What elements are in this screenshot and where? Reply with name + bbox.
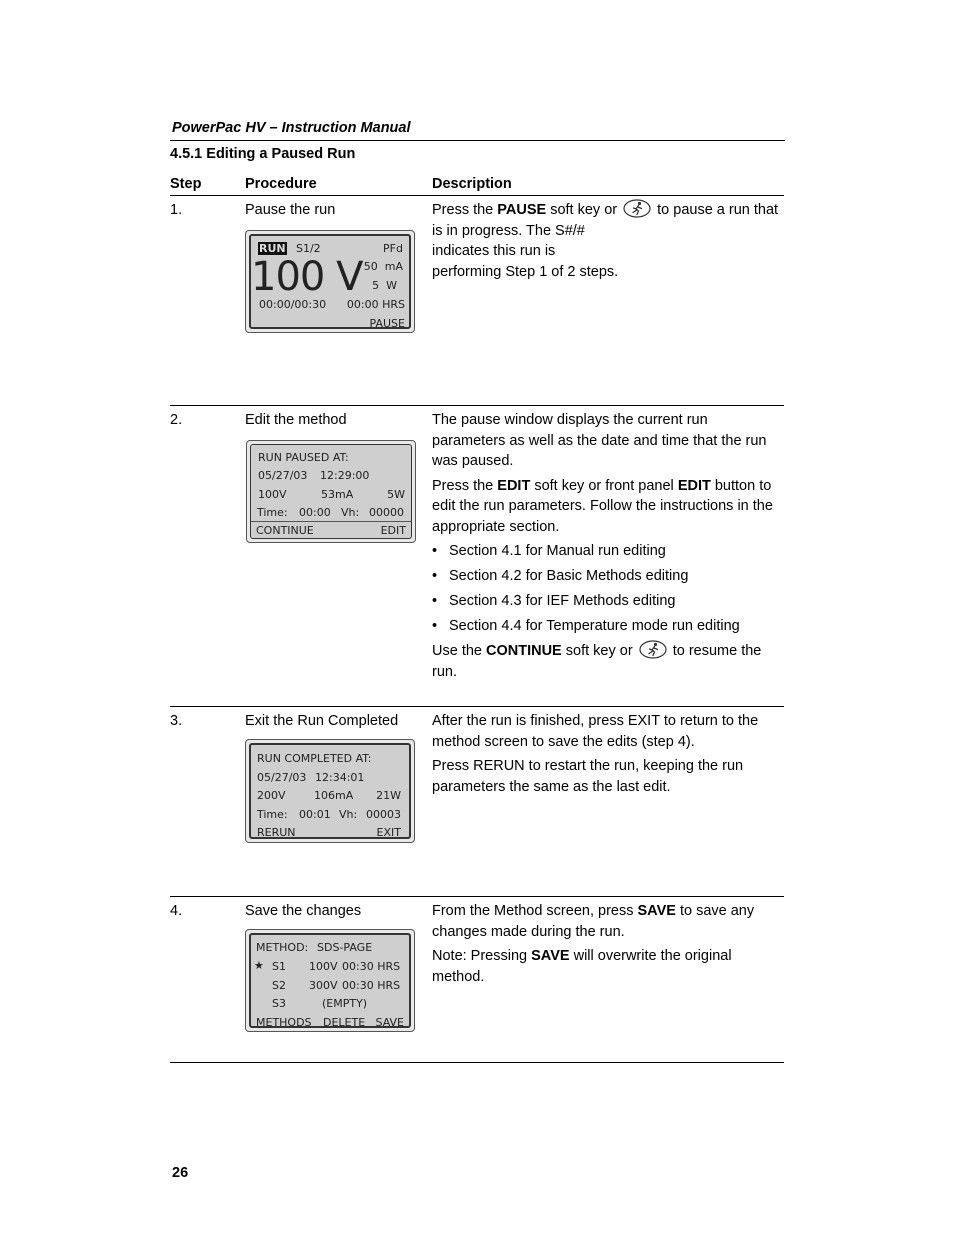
step-2-voltage: 300V bbox=[309, 979, 338, 992]
power-readout: 21W bbox=[376, 789, 401, 802]
completed-date: 05/27/03 bbox=[257, 771, 307, 784]
table-bottom-rule bbox=[170, 1062, 784, 1063]
step-3-label: S3 bbox=[272, 997, 286, 1010]
method-name: SDS-PAGE bbox=[317, 941, 373, 954]
time-label: Time: bbox=[257, 506, 288, 519]
step-3-lcd-display bbox=[245, 739, 415, 843]
running-figure-key-icon bbox=[639, 640, 667, 659]
step-3-procedure: Exit the Run Completed bbox=[245, 713, 399, 729]
list-item: • Section 4.2 for Basic Methods editing bbox=[432, 568, 689, 584]
row-divider bbox=[170, 405, 784, 406]
vh-value: 00000 bbox=[369, 506, 404, 519]
step-4-description: From the Method screen, press SAVE to save any changes made during the run. Note: Pressing SAVE will overwrite the original method. bbox=[432, 903, 755, 985]
step-1-procedure: Pause the run bbox=[245, 202, 336, 218]
elapsed-time: 00:00/00:30 bbox=[259, 298, 327, 311]
list-item: • Section 4.3 for IEF Methods editing bbox=[432, 593, 676, 609]
paused-at-label: RUN PAUSED AT: bbox=[258, 451, 349, 464]
running-head: PowerPac HV – Instruction Manual bbox=[172, 120, 411, 136]
rerun-softkey: RERUN bbox=[257, 826, 296, 839]
completed-at-label: RUN COMPLETED AT: bbox=[257, 752, 372, 765]
step-2-lcd-display bbox=[246, 440, 416, 543]
page-number: 26 bbox=[172, 1165, 189, 1181]
step-2-time: 00:30 HRS bbox=[342, 979, 401, 992]
save-softkey: SAVE bbox=[375, 1016, 404, 1029]
step-3-number: 3. bbox=[170, 713, 183, 729]
step-1-number: 1. bbox=[170, 202, 183, 218]
row-divider bbox=[170, 706, 784, 707]
step-1-voltage: 100V bbox=[309, 960, 338, 973]
power-readout: 5W bbox=[387, 488, 405, 501]
column-head-procedure: Procedure bbox=[245, 176, 317, 192]
running-figure-key-icon bbox=[623, 199, 651, 218]
voltage-readout: 200V bbox=[257, 789, 286, 802]
delete-softkey: DELETE bbox=[323, 1016, 366, 1029]
pause-key-label: PAUSE bbox=[497, 202, 547, 218]
step-1-lcd-display bbox=[245, 230, 415, 333]
row-divider bbox=[170, 896, 784, 897]
current-readout: 53mA bbox=[321, 488, 354, 501]
run-indicator: RUN bbox=[259, 242, 286, 255]
vh-label: Vh: bbox=[341, 506, 360, 519]
continue-softkey: CONTINUE bbox=[256, 524, 314, 537]
step-2-number: 2. bbox=[170, 412, 183, 428]
step-3-description: After the run is finished, press EXIT to return to the method screen to save the edits (step 4). Press RERUN to restart the run, keeping the run parameters the same as the last edit. bbox=[432, 713, 759, 795]
list-item: • Section 4.4 for Temperature mode run editing bbox=[432, 618, 740, 634]
column-head-step: Step bbox=[170, 176, 202, 192]
step-2-label: S2 bbox=[272, 979, 286, 992]
time-label: Time: bbox=[257, 808, 288, 821]
pfd-indicator: PFd bbox=[383, 242, 403, 255]
step-1-label: S1 bbox=[272, 960, 286, 973]
section-title: 4.5.1 Editing a Paused Run bbox=[170, 146, 356, 162]
step-1-description: Press the PAUSE soft key or to pause a run that is in progress. The S#/# indicates this run is performing Step 1 of 2 steps. bbox=[432, 200, 784, 286]
list-item: • Section 4.1 for Manual run editing bbox=[432, 543, 666, 559]
step-4-number: 4. bbox=[170, 903, 183, 919]
exit-softkey: EXIT bbox=[376, 826, 401, 839]
method-label: METHOD: bbox=[256, 941, 309, 954]
power-readout: 5 W bbox=[372, 279, 397, 292]
current-readout: 50 mA bbox=[363, 260, 403, 273]
voltage-readout: 100V bbox=[258, 488, 287, 501]
pause-time: 12:29:00 bbox=[320, 469, 370, 482]
vh-value: 00003 bbox=[366, 808, 401, 821]
voltage-readout: 100 V bbox=[251, 254, 363, 300]
step-1-time: 00:30 HRS bbox=[342, 960, 401, 973]
edit-softkey: EDIT bbox=[380, 524, 406, 537]
step-2-procedure: Edit the method bbox=[245, 412, 347, 428]
time-value: 00:01 bbox=[299, 808, 331, 821]
step-2-description: The pause window displays the current run parameters as well as the date and time that the run was paused. Press the EDIT soft key or front panel EDIT button to edit the run parameters. Follow the instructions in the appropriate section. • Section 4.1 for Manual run editing • Section 4.2 for Basic Methods editing • Section 4.3 for IEF Methods editing • Section 4.4 for Temperature mode run editing Use the CONTINUE soft key or to resume the run. bbox=[432, 410, 784, 686]
step-4-lcd-display bbox=[245, 929, 415, 1032]
section-list bbox=[432, 541, 784, 637]
methods-softkey: METHODS bbox=[256, 1016, 312, 1029]
time-value: 00:00 bbox=[299, 506, 331, 519]
column-head-description: Description bbox=[432, 176, 512, 192]
pause-softkey: PAUSE bbox=[369, 317, 405, 330]
step-counter: S1/2 bbox=[296, 242, 321, 255]
selected-step-star-icon: ★ bbox=[254, 959, 264, 972]
step-3-empty: (EMPTY) bbox=[322, 997, 368, 1010]
vh-label: Vh: bbox=[339, 808, 358, 821]
current-readout: 106mA bbox=[314, 789, 354, 802]
hours-readout: 00:00 HRS bbox=[346, 298, 405, 311]
pause-date: 05/27/03 bbox=[258, 469, 308, 482]
table-header-rule bbox=[170, 195, 784, 196]
step-4-procedure: Save the changes bbox=[245, 903, 362, 919]
header-rule bbox=[170, 140, 785, 141]
completed-time: 12:34:01 bbox=[315, 771, 365, 784]
